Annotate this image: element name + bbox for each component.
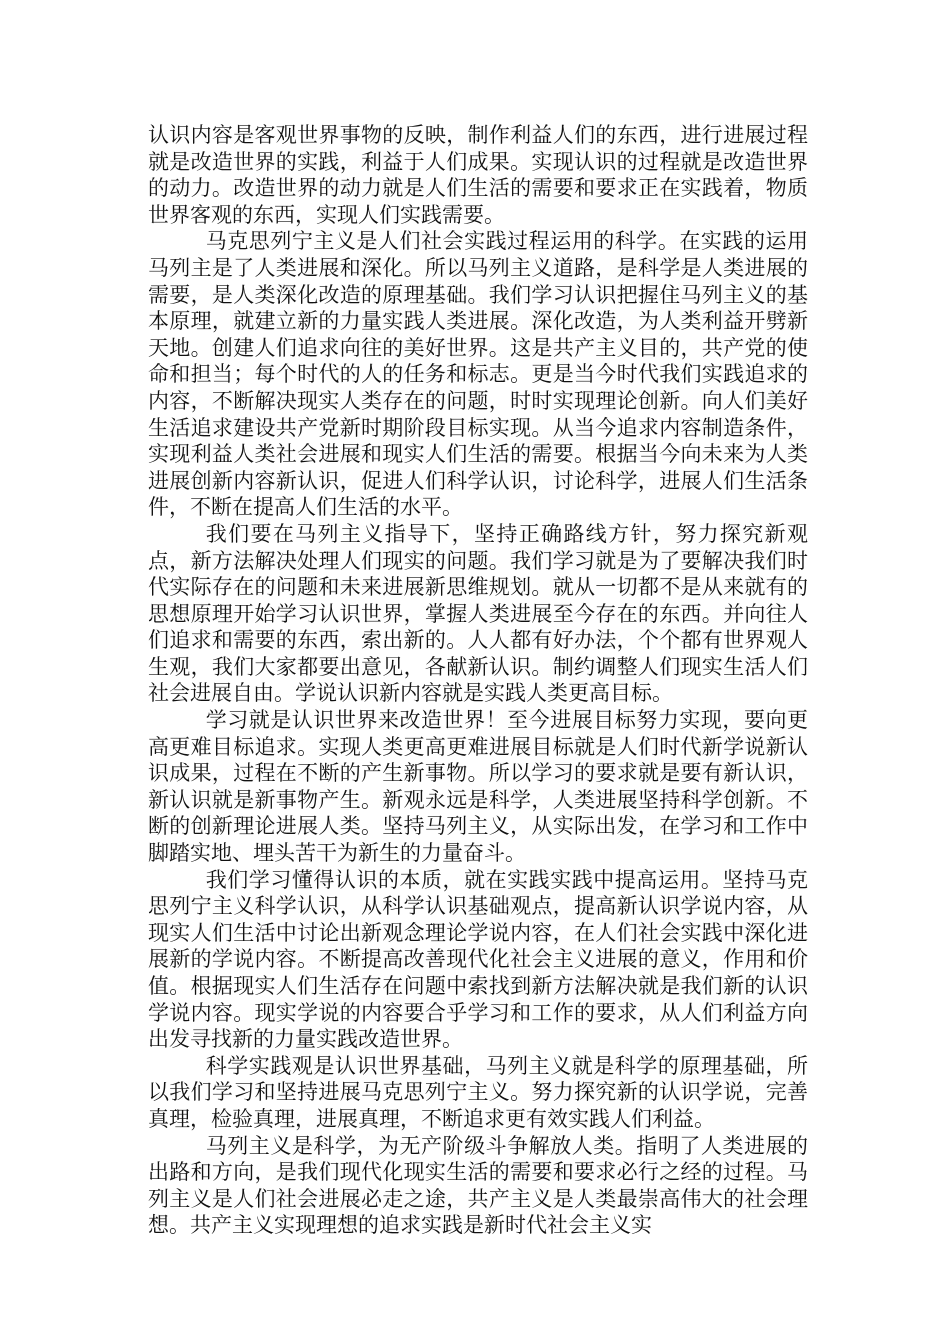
paragraph-4: 学习就是认识世界来改造世界！至今进展目标努力实现，要向更高更难目标追求。实现人类更高更难进展目标就是人们时代新学说新认识成果，过程在不断的产生新事物。所以学习的要求就是要有新认识，新认识就是新事物产生。新观永远是科学，人类进展坚持科学创新。不断的创新理论进展人类。坚持马列主义，从实际出发，在学习和工作中脚踏实地、埋头苦干为新生的力量奋斗。 (148, 708, 808, 866)
paragraph-1: 认识内容是客观世界事物的反映，制作利益人们的东西，进行进展过程就是改造世界的实践，利益于人们成果。实现认识的过程就是改造世界的动力。改造世界的动力就是人们生活的需要和要求正在实践着，物质世界客观的东西，实现人们实践需要。 (148, 123, 808, 227)
paragraph-6: 科学实践观是认识世界基础，马列主义就是科学的原理基础，所以我们学习和坚持进展马克思列宁主义。努力探究新的认识学说，完善真理，检验真理，进展真理，不断追求更有效实践人们利益。 (148, 1053, 808, 1131)
paragraph-7: 马列主义是科学，为无产阶级斗争解放人类。指明了人类进展的出路和方向，是我们现代化现实生活的需要和要求必行之经的过程。马列主义是人们社会进展必走之途，共产主义是人类最崇高伟大的社会理想。共产主义实现理想的追求实践是新时代社会主义实 (148, 1133, 808, 1238)
document-page (148, 122, 808, 1239)
paragraph-5: 我们学习懂得认识的本质，就在实践实践中提高运用。坚持马克思列宁主义科学认识，从科学认识基础观点，提高新认识学说内容，从现实人们生活中讨论出新观念理论学说内容，在人们社会实践中深化进展新的学说内容。不断提高改善现代化社会主义进展的意义，作用和价值。根据现实人们生活存在问题中索找到新方法解决就是我们新的认识学说内容。现实学说的内容要合乎学习和工作的要求，从人们利益方向出发寻找新的力量实践改造世界。 (148, 867, 808, 1052)
paragraph-3: 我们要在马列主义指导下，坚持正确路线方针，努力探究新观点，新方法解决处理人们现实的问题。我们学习就是为了要解决我们时代实际存在的问题和未来进展新思维规划。就从一切都不是从来就有的思想原理开始学习认识世界，掌握人类进展至今存在的东西。并向往人们追求和需要的东西，索出新的。人人都有好办法，个个都有世界观人生观，我们大家都要出意见，各献新认识。制约调整人们现实生活人们社会进展自由。学说认识新内容就是实践人类更高目标。 (148, 521, 808, 706)
paragraph-2: 马克思列宁主义是人们社会实践过程运用的科学。在实践的运用马列主是了人类进展和深化。所以马列主义道路，是科学是人类进展的需要，是人类深化改造的原理基础。我们学习认识把握住马列主义的基本原理，就建立新的力量实践人类进展。深化改造，为人类利益开劈新天地。创建人们追求向往的美好世界。这是共产主义目的，共产党的使命和担当；每个时代的人的任务和标志。更是当今时代我们实践追求的内容，不断解决现实人类存在的问题，时时实现理论创新。向人们美好生活追求建设共产党新时期阶段目标实现。从当今追求内容制造条件，实现利益人类社会进展和现实人们生活的需要。根据当今向未来为人类进展创新内容新认识，促进人们科学认识，讨论科学，进展人们生活条件，不断在提高人们生活的水平。 (148, 229, 808, 520)
